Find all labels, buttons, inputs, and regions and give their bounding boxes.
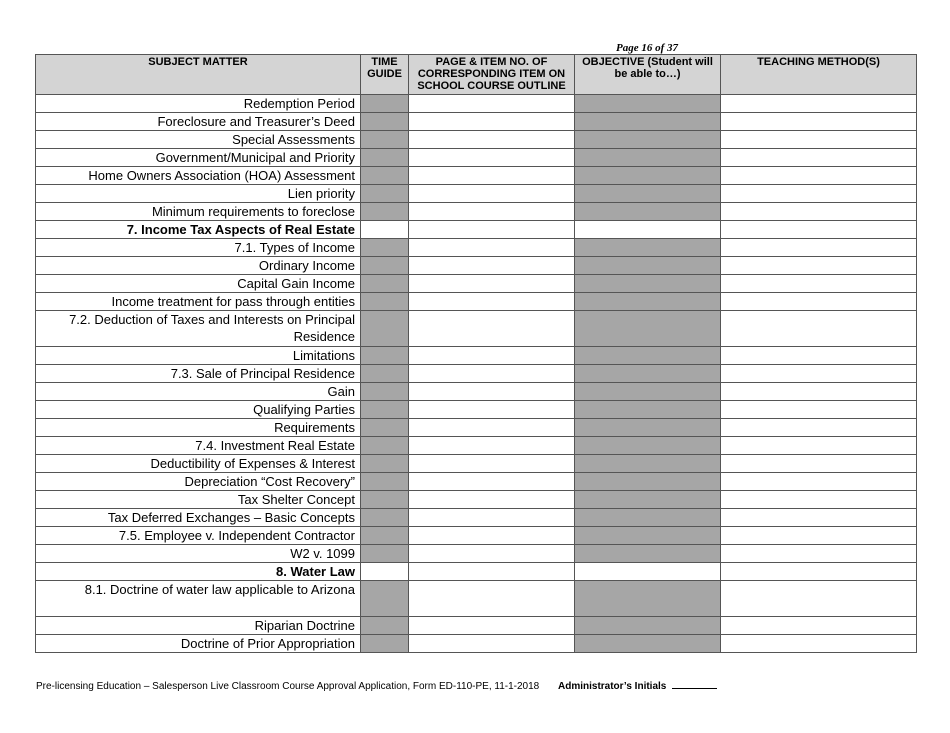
subject-matter-cell: 7.3. Sale of Principal Residence <box>36 365 361 383</box>
page-item-cell[interactable] <box>409 167 575 185</box>
page-item-cell[interactable] <box>409 527 575 545</box>
subject-matter-cell: 7.4. Investment Real Estate <box>36 437 361 455</box>
time-guide-cell <box>361 491 409 509</box>
page-item-cell[interactable] <box>409 563 575 581</box>
header-subject-matter: SUBJECT MATTER <box>36 55 361 95</box>
teaching-method-cell[interactable] <box>721 581 917 617</box>
header-time-guide: TIME GUIDE <box>361 55 409 95</box>
objective-cell <box>575 473 721 491</box>
teaching-method-cell[interactable] <box>721 95 917 113</box>
subject-matter-cell: W2 v. 1099 <box>36 545 361 563</box>
table-row <box>36 545 917 563</box>
page-item-cell[interactable] <box>409 383 575 401</box>
subject-matter-cell: 7.5. Employee v. Independent Contractor <box>36 527 361 545</box>
time-guide-cell[interactable] <box>361 563 409 581</box>
teaching-method-cell[interactable] <box>721 185 917 203</box>
time-guide-cell <box>361 383 409 401</box>
page-item-cell[interactable] <box>409 419 575 437</box>
time-guide-cell <box>361 275 409 293</box>
table-row <box>36 167 917 185</box>
header-teaching-methods: TEACHING METHOD(S) <box>721 55 917 95</box>
teaching-method-cell[interactable] <box>721 383 917 401</box>
administrator-initials-label: Administrator’s Initials <box>558 681 667 692</box>
table-row <box>36 113 917 131</box>
time-guide-cell <box>361 401 409 419</box>
teaching-method-cell[interactable] <box>721 221 917 239</box>
table-row <box>36 239 917 257</box>
time-guide-cell <box>361 293 409 311</box>
subject-matter-cell: Tax Shelter Concept <box>36 491 361 509</box>
objective-cell <box>575 545 721 563</box>
page-item-cell[interactable] <box>409 185 575 203</box>
page-number: Page 16 of 37 <box>616 42 679 54</box>
objective-cell <box>575 185 721 203</box>
teaching-method-cell[interactable] <box>721 455 917 473</box>
objective-cell <box>575 419 721 437</box>
objective-cell <box>575 509 721 527</box>
time-guide-cell <box>361 581 409 617</box>
table-body <box>36 95 917 653</box>
objective-cell <box>575 383 721 401</box>
page-item-cell[interactable] <box>409 545 575 563</box>
table-row <box>36 473 917 491</box>
objective-cell <box>575 635 721 653</box>
objective-cell <box>575 239 721 257</box>
teaching-method-cell[interactable] <box>721 437 917 455</box>
subject-matter-cell: Ordinary Income <box>36 257 361 275</box>
page-item-cell[interactable] <box>409 635 575 653</box>
page-item-cell[interactable] <box>409 491 575 509</box>
teaching-method-cell[interactable] <box>721 635 917 653</box>
header-row <box>36 55 917 95</box>
subject-matter-cell: Riparian Doctrine <box>36 617 361 635</box>
objective-cell <box>575 617 721 635</box>
time-guide-cell <box>361 545 409 563</box>
table-row <box>36 527 917 545</box>
teaching-method-cell[interactable] <box>721 563 917 581</box>
objective-cell <box>575 401 721 419</box>
page-item-cell[interactable] <box>409 203 575 221</box>
teaching-method-cell[interactable] <box>721 491 917 509</box>
teaching-method-cell[interactable] <box>721 311 917 347</box>
subject-matter-cell: 7.1. Types of Income <box>36 239 361 257</box>
time-guide-cell <box>361 257 409 275</box>
time-guide-cell <box>361 311 409 347</box>
table-row <box>36 383 917 401</box>
teaching-method-cell[interactable] <box>721 131 917 149</box>
table-row <box>36 149 917 167</box>
administrator-initials-field[interactable] <box>672 679 717 689</box>
teaching-method-cell[interactable] <box>721 149 917 167</box>
table-row <box>36 95 917 113</box>
page-item-cell[interactable] <box>409 401 575 419</box>
page-item-cell[interactable] <box>409 509 575 527</box>
subject-matter-cell: Lien priority <box>36 185 361 203</box>
header-page-item: PAGE & ITEM NO. OF CORRESPONDING ITEM ON SCHOOL COURSE OUTLINE <box>409 55 575 95</box>
subject-matter-cell: Qualifying Parties <box>36 401 361 419</box>
teaching-method-cell[interactable] <box>721 401 917 419</box>
table-row <box>36 491 917 509</box>
objective-cell <box>575 365 721 383</box>
objective-cell[interactable] <box>575 221 721 239</box>
subject-matter-cell: Home Owners Association (HOA) Assessment <box>36 167 361 185</box>
page-item-cell[interactable] <box>409 113 575 131</box>
subject-matter-cell: Deductibility of Expenses & Interest <box>36 455 361 473</box>
objective-cell <box>575 167 721 185</box>
objective-cell <box>575 527 721 545</box>
table-row <box>36 185 917 203</box>
teaching-method-cell[interactable] <box>721 419 917 437</box>
table-row <box>36 437 917 455</box>
page-item-cell[interactable] <box>409 617 575 635</box>
objective-cell <box>575 293 721 311</box>
time-guide-cell <box>361 473 409 491</box>
subject-matter-cell: Gain <box>36 383 361 401</box>
teaching-method-cell[interactable] <box>721 347 917 365</box>
time-guide-cell <box>361 149 409 167</box>
objective-cell <box>575 491 721 509</box>
subject-matter-cell: 7. Income Tax Aspects of Real Estate <box>36 221 361 239</box>
table-row <box>36 635 917 653</box>
teaching-method-cell[interactable] <box>721 473 917 491</box>
teaching-method-cell[interactable] <box>721 509 917 527</box>
objective-cell <box>575 203 721 221</box>
time-guide-cell <box>361 437 409 455</box>
time-guide-cell <box>361 509 409 527</box>
subject-matter-cell: Income treatment for pass through entities <box>36 293 361 311</box>
time-guide-cell <box>361 347 409 365</box>
objective-cell <box>575 347 721 365</box>
page-item-cell[interactable] <box>409 275 575 293</box>
subject-matter-cell: 8.1. Doctrine of water law applicable to Arizona <box>36 581 361 617</box>
page-item-cell[interactable] <box>409 455 575 473</box>
page-item-cell[interactable] <box>409 95 575 113</box>
time-guide-cell <box>361 455 409 473</box>
objective-cell <box>575 257 721 275</box>
table-row <box>36 221 917 239</box>
subject-matter-cell: Requirements <box>36 419 361 437</box>
form-identifier: Pre-licensing Education – Salesperson Live Classroom Course Approval Application, Form ED-110-PE, 11-1-2018 <box>36 681 540 692</box>
time-guide-cell <box>361 239 409 257</box>
table-row <box>36 419 917 437</box>
objective-cell <box>575 95 721 113</box>
page-item-cell[interactable] <box>409 131 575 149</box>
teaching-method-cell[interactable] <box>721 527 917 545</box>
subject-matter-cell: Special Assessments <box>36 131 361 149</box>
time-guide-cell <box>361 167 409 185</box>
subject-matter-cell: Redemption Period <box>36 95 361 113</box>
objective-cell <box>575 455 721 473</box>
objective-cell <box>575 311 721 347</box>
time-guide-cell <box>361 635 409 653</box>
table-row <box>36 365 917 383</box>
page-item-cell[interactable] <box>409 581 575 617</box>
teaching-method-cell[interactable] <box>721 275 917 293</box>
table-row <box>36 347 917 365</box>
table-row <box>36 275 917 293</box>
subject-matter-cell: Limitations <box>36 347 361 365</box>
subject-matter-cell: Foreclosure and Treasurer’s Deed <box>36 113 361 131</box>
page-item-cell[interactable] <box>409 239 575 257</box>
subject-matter-cell: Minimum requirements to foreclose <box>36 203 361 221</box>
teaching-method-cell[interactable] <box>721 239 917 257</box>
time-guide-cell <box>361 113 409 131</box>
time-guide-cell <box>361 95 409 113</box>
table-row <box>36 455 917 473</box>
teaching-method-cell[interactable] <box>721 545 917 563</box>
objective-cell[interactable] <box>575 563 721 581</box>
subject-matter-cell: Government/Municipal and Priority <box>36 149 361 167</box>
subject-matter-cell: 7.2. Deduction of Taxes and Interests on Principal Residence <box>36 311 361 347</box>
table-row <box>36 401 917 419</box>
page-item-cell[interactable] <box>409 347 575 365</box>
table-row <box>36 563 917 581</box>
objective-cell <box>575 581 721 617</box>
teaching-method-cell[interactable] <box>721 167 917 185</box>
teaching-method-cell[interactable] <box>721 113 917 131</box>
subject-matter-cell: Doctrine of Prior Appropriation <box>36 635 361 653</box>
table-row <box>36 203 917 221</box>
table-row <box>36 293 917 311</box>
time-guide-cell <box>361 185 409 203</box>
objective-cell <box>575 275 721 293</box>
time-guide-cell <box>361 203 409 221</box>
table-row <box>36 617 917 635</box>
time-guide-cell <box>361 419 409 437</box>
time-guide-cell <box>361 617 409 635</box>
time-guide-cell <box>361 527 409 545</box>
table-row <box>36 131 917 149</box>
teaching-method-cell[interactable] <box>721 293 917 311</box>
time-guide-cell <box>361 365 409 383</box>
page-footer <box>36 679 717 692</box>
subject-matter-cell: 8. Water Law <box>36 563 361 581</box>
page-item-cell[interactable] <box>409 473 575 491</box>
table-row <box>36 257 917 275</box>
teaching-method-cell[interactable] <box>721 203 917 221</box>
objective-cell <box>575 149 721 167</box>
page-item-cell[interactable] <box>409 149 575 167</box>
teaching-method-cell[interactable] <box>721 617 917 635</box>
subject-matter-cell: Tax Deferred Exchanges – Basic Concepts <box>36 509 361 527</box>
course-outline-table <box>35 54 917 653</box>
time-guide-cell <box>361 131 409 149</box>
subject-matter-cell: Capital Gain Income <box>36 275 361 293</box>
table-row <box>36 311 917 347</box>
subject-matter-cell: Depreciation “Cost Recovery” <box>36 473 361 491</box>
objective-cell <box>575 113 721 131</box>
page-item-cell[interactable] <box>409 293 575 311</box>
teaching-method-cell[interactable] <box>721 365 917 383</box>
page-item-cell[interactable] <box>409 311 575 347</box>
header-objective: OBJECTIVE (Student will be able to…) <box>575 55 721 95</box>
page-item-cell[interactable] <box>409 257 575 275</box>
teaching-method-cell[interactable] <box>721 257 917 275</box>
table-row <box>36 581 917 617</box>
page-item-cell[interactable] <box>409 365 575 383</box>
table-row <box>36 509 917 527</box>
time-guide-cell[interactable] <box>361 221 409 239</box>
objective-cell <box>575 131 721 149</box>
page-item-cell[interactable] <box>409 437 575 455</box>
objective-cell <box>575 437 721 455</box>
page-item-cell[interactable] <box>409 221 575 239</box>
